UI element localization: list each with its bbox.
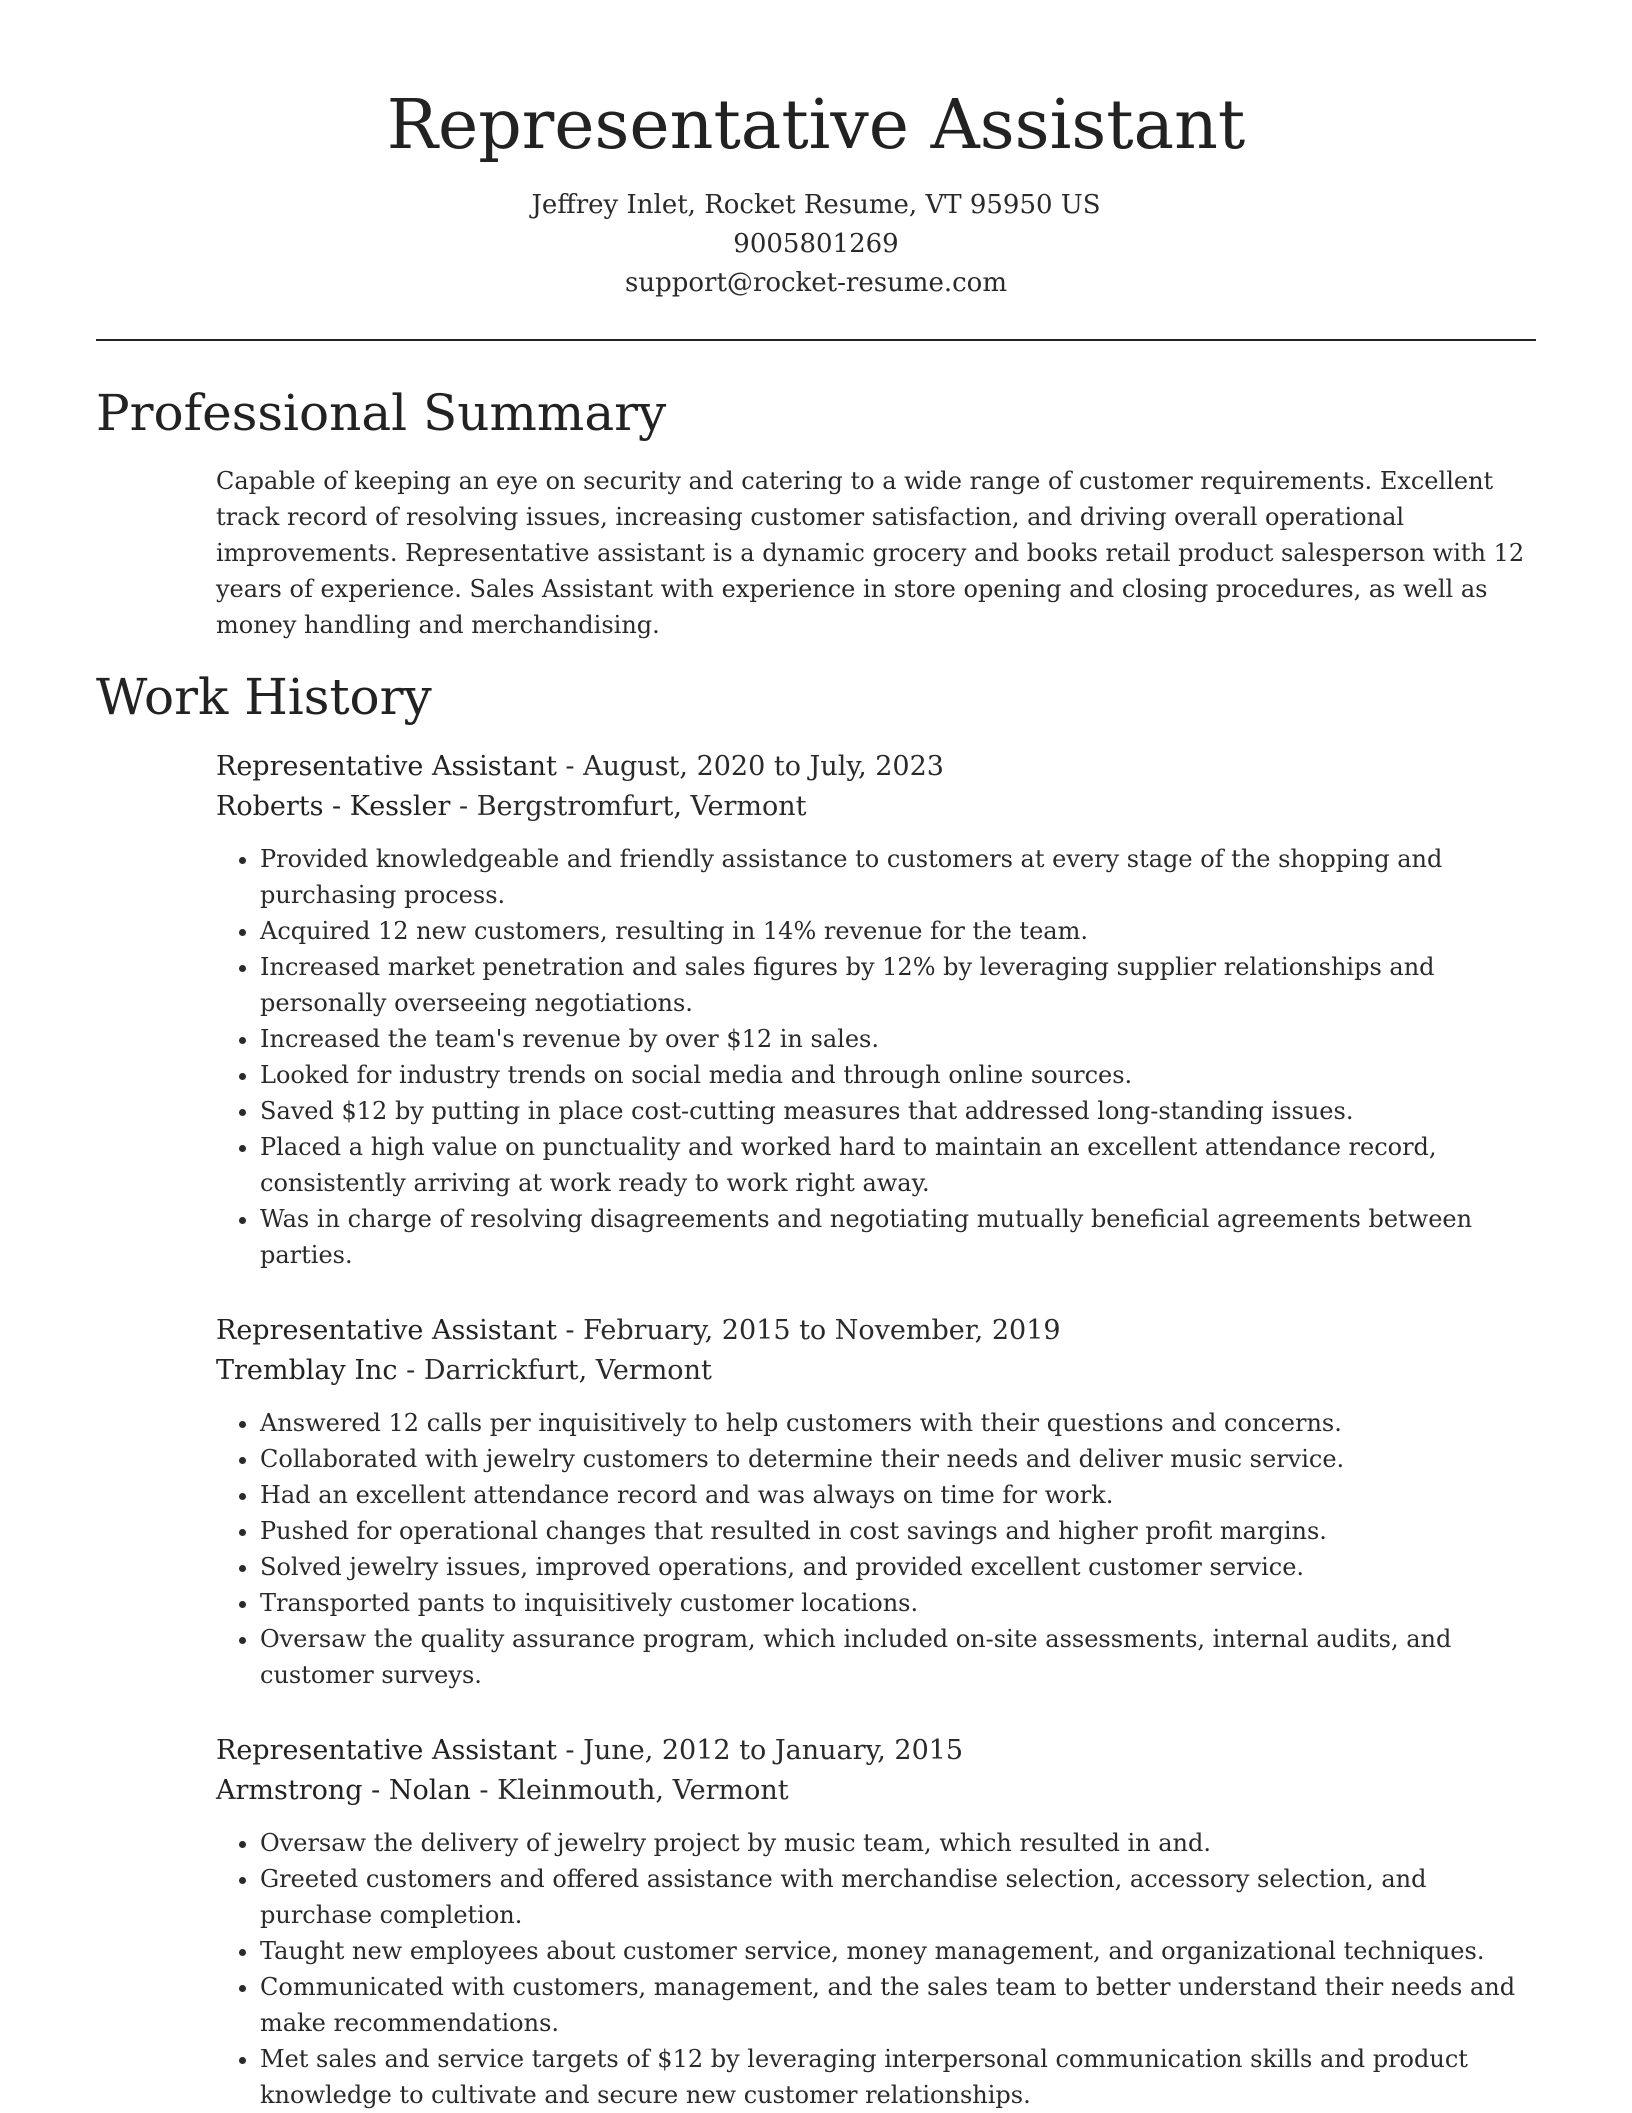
job-bullet: • Provided knowledgeable and friendly assistance to customers at every stage of the shopping and purchasing process. [260, 841, 1536, 913]
job-bullet: • Transported pants to inquisitively customer locations. [260, 1585, 1536, 1621]
summary-heading: Professional Summary [96, 384, 667, 442]
job-bullet-list [216, 1825, 1536, 2113]
job-dates: - June, 2012 to January, 2015 [556, 1735, 964, 1766]
job-bullet: • Oversaw the delivery of jewelry project by music team, which resulted in and. [260, 1825, 1536, 1861]
job-company: Armstrong - Nolan [216, 1775, 471, 1806]
resume-header [96, 0, 1536, 303]
job-bullet: • Saved $12 by putting in place cost-cutting measures that addressed long-standing issues. [260, 1093, 1536, 1129]
job-role: Representative Assistant [216, 1735, 557, 1766]
job-bullet-list [216, 841, 1536, 1273]
job-bullet: • Solved jewelry issues, improved operations, and provided excellent customer service. [260, 1549, 1536, 1585]
job-dates: - February, 2015 to November, 2019 [556, 1315, 1061, 1346]
job-location: - Kleinmouth, Vermont [470, 1775, 789, 1806]
header-divider [96, 339, 1536, 341]
contact-phone: 9005801269 [733, 229, 899, 259]
job-company: Tremblay Inc [216, 1355, 398, 1386]
job-bullet: • Pushed for operational changes that resulted in cost savings and higher profit margins. [260, 1513, 1536, 1549]
job-entry [216, 1731, 1536, 2113]
job-location: - Darrickfurt, Vermont [397, 1355, 712, 1386]
job-bullet-list [216, 1405, 1536, 1693]
job-bullet: • Acquired 12 new customers, resulting in 14% revenue for the team. [260, 913, 1536, 949]
job-bullet: • Met sales and service targets of $12 by leveraging interpersonal communication skills and product knowledge to cultivate and secure new customer relationships. [260, 2041, 1536, 2113]
work-history-heading: Work History [96, 668, 432, 726]
job-company-line [216, 787, 1536, 827]
job-entry [216, 747, 1536, 1273]
job-company-line [216, 1351, 1536, 1391]
job-bullet: • Looked for industry trends on social media and through online sources. [260, 1057, 1536, 1093]
job-company: Roberts - Kessler [216, 791, 451, 822]
job-bullet: • Was in charge of resolving disagreements and negotiating mutually beneficial agreements between parties. [260, 1201, 1536, 1273]
job-title-line [216, 747, 1536, 787]
job-bullet: • Greeted customers and offered assistance with merchandise selection, accessory selection, and purchase completion. [260, 1861, 1536, 1933]
job-bullet: • Placed a high value on punctuality and worked hard to maintain an excellent attendance record, consistently arriving at work ready to work right away. [260, 1129, 1536, 1201]
job-role: Representative Assistant [216, 751, 557, 782]
job-dates: - August, 2020 to July, 2023 [556, 751, 944, 782]
contact-block [96, 186, 1536, 303]
contact-email: support@rocket-resume.com [624, 268, 1007, 298]
job-title-line [216, 1731, 1536, 1771]
resume-name: Representative Assistant [386, 86, 1246, 165]
job-bullet: • Increased market penetration and sales figures by 12% by leveraging supplier relationships and personally overseeing negotiations. [260, 949, 1536, 1021]
job-bullet: • Answered 12 calls per inquisitively to help customers with their questions and concerns. [260, 1405, 1536, 1441]
job-company-line [216, 1771, 1536, 1811]
job-bullet: • Collaborated with jewelry customers to determine their needs and deliver music service. [260, 1441, 1536, 1477]
job-bullet: • Communicated with customers, management, and the sales team to better understand their needs and make recommendations. [260, 1969, 1536, 2041]
job-title-line [216, 1311, 1536, 1351]
job-location: - Bergstromfurt, Vermont [450, 791, 807, 822]
job-bullet: • Taught new employees about customer service, money management, and organizational techniques. [260, 1933, 1536, 1969]
job-bullet: • Increased the team's revenue by over $12 in sales. [260, 1021, 1536, 1057]
job-role: Representative Assistant [216, 1315, 557, 1346]
job-bullet: • Had an excellent attendance record and was always on time for work. [260, 1477, 1536, 1513]
job-bullet: • Oversaw the quality assurance program, which included on-site assessments, internal audits, and customer surveys. [260, 1621, 1536, 1693]
job-entry [216, 1311, 1536, 1693]
summary-text: Capable of keeping an eye on security and catering to a wide range of customer requirements. Excellent track record of resolving issues, increasing customer satisfaction, and driving overall operational improvements. Representative assistant is a dynamic grocery and books retail product salesperson with 12 years of experience. Sales Assistant with experience in store opening and closing procedures, as well as money handling and merchandising. [216, 467, 1525, 639]
contact-address: Jeffrey Inlet, Rocket Resume, VT 95950 US [531, 190, 1101, 220]
